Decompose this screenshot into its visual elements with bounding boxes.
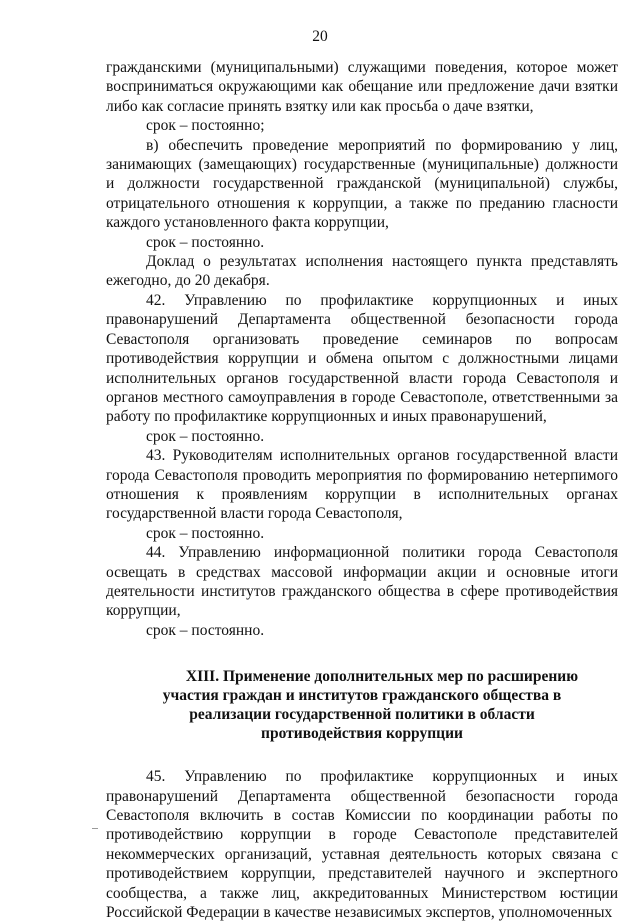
paragraph-item-44: 44. Управлению информационной политики города Севастополя освещать в средствах массовой информации акции и основные итоги деятельности институтов гражданского общества в сфере противодействия коррупции, — [106, 544, 618, 620]
paragraph-item-42: 42. Управлению по профилактике коррупционных и иных правонарушений Департамента общественной безопасности города Севастополя организовать проведение семинаров по вопросам противодействия коррупции и обмена опытом с должностными лицами исполнительных органов государственной власти города Севастополя и органов местного самоуправления в городе Севастополе, ответственными за работу по профилактике коррупционных и иных правонарушений, — [106, 291, 618, 426]
document-body — [106, 58, 618, 922]
paragraph-report: Доклад о результатах исполнения настоящего пункта представлять ежегодно, до 20 декабря. — [106, 253, 618, 290]
paragraph-deadline: срок – постоянно. — [146, 233, 265, 251]
page-number: 20 — [312, 28, 328, 45]
spacer — [106, 743, 618, 767]
paragraph-deadline: срок – постоянно; — [146, 117, 265, 135]
paragraph-item-43: 43. Руководителям исполнительных органов государственной власти города Севастополя проводить мероприятия по формированию нетерпимого отношения к проявлениям коррупции в исполнительных органах государственной власти города Севастополя, — [106, 447, 618, 523]
paragraph-deadline: срок – постоянно. — [146, 524, 265, 542]
margin-mark — [92, 828, 98, 829]
paragraph-item-45: 45. Управлению по профилактике коррупционных и иных правонарушений Департамента общественной безопасности города Севастополя включить в состав Комиссии по координации работы по противодействию коррупции в городе Севастополе представителей некоммерческих организаций, уставная деятельность которых связана с противодействием коррупции, представителей научного и экспертного сообщества, а также лиц, аккредитованных Министерством юстиции Российской Федерации в качестве независимых экспертов, уполномоченных — [106, 768, 618, 922]
paragraph-continuation: гражданскими (муниципальными) служащими поведения, которое может восприниматься окружающими как обещание или предложение дачи взятки либо как согласие принять взятку или как просьба о даче взятки, — [106, 59, 618, 115]
paragraph-deadline: срок – постоянно. — [146, 621, 265, 639]
section-heading: XIII. Применение дополнительных мер по расширению участия граждан и институтов гражданского общества в реализации государственной политики в области противодействия коррупции — [162, 668, 579, 743]
paragraph-deadline: срок – постоянно. — [146, 427, 265, 445]
paragraph-item-v: в) обеспечить проведение мероприятий по формированию у лиц, занимающих (замещающих) государственные (муниципальные) должности и должности государственной гражданской (муниципальной) службы, отрицательного отношения к коррупции, а также по преданию гласности каждого установленного факта коррупции, — [106, 136, 618, 232]
spacer — [106, 640, 618, 667]
